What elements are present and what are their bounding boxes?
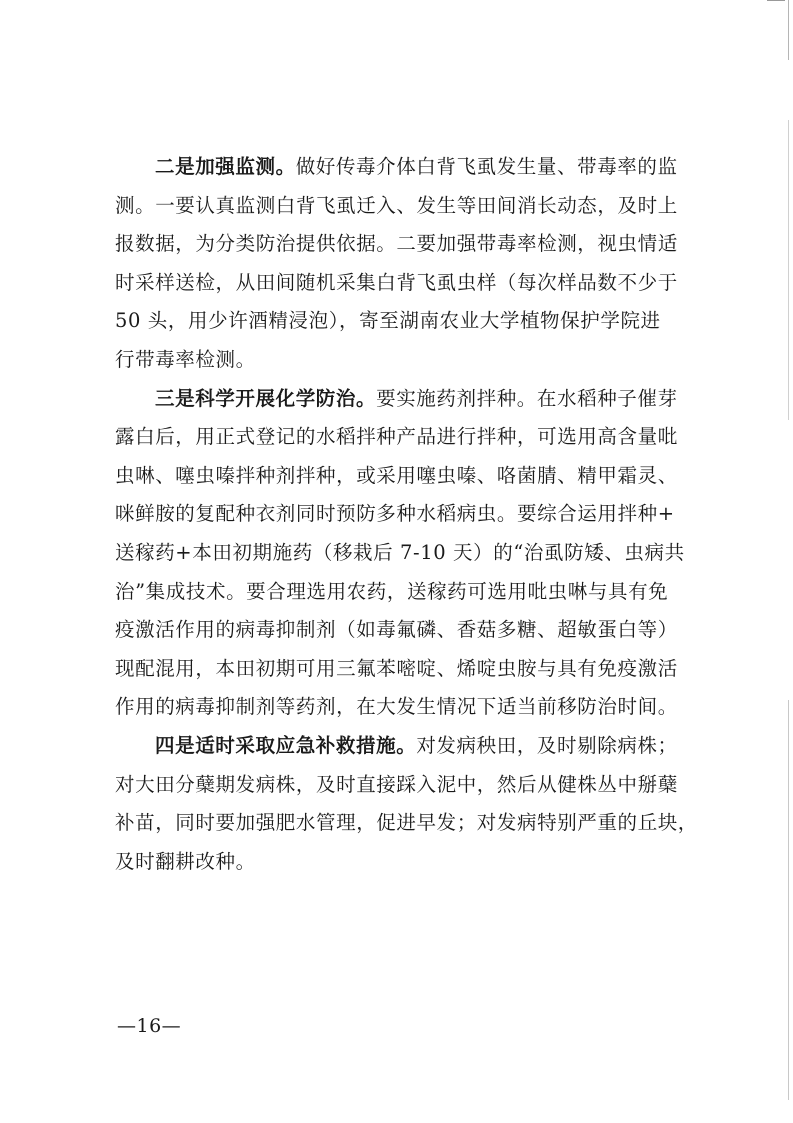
scan-edge-line: [788, 0, 789, 60]
page-number: —16—: [117, 1015, 182, 1037]
scan-edge-mark: [767, 0, 785, 1]
paragraph-line: [115, 727, 715, 766]
paragraph-line: 及时翻耕改种。: [115, 849, 256, 873]
paragraph-line: [115, 148, 715, 187]
paragraph-line: 咪鲜胺的复配种衣剂同时预防多种水稻病虫。要综合运用拌种+: [115, 502, 675, 526]
document-body: [115, 148, 715, 881]
paragraph-heading: 二是加强监测。: [155, 155, 296, 178]
scan-edge-line: [788, 120, 789, 420]
paragraph-line: 露白后，用正式登记的水稻拌种产品进行拌种，可选用高含量吡: [115, 425, 678, 449]
paragraph-line: 报数据，为分类防治提供依据。二要加强带毒率检测，视虫情适: [115, 232, 678, 256]
paragraph-line: 行带毒率检测。: [115, 347, 256, 371]
paragraph-line: 治”集成技术。要合理选用农药，送稼药可选用吡虫啉与具有免: [115, 579, 669, 603]
paragraph-line: 50 头，用少许酒精浸泡），寄至湖南农业大学植物保护学院进: [115, 309, 661, 333]
paragraph-line: [115, 380, 715, 419]
paragraph-line: 送稼药+本田初期施药（移栽后 7-10 天）的“治虱防矮、虫病共: [115, 540, 685, 564]
paragraph-line: 对大田分蘖期发病株，及时直接踩入泥中，然后从健株丛中掰蘖: [115, 772, 678, 796]
paragraph-text: 对发病秧田，及时剔除病株；: [416, 733, 678, 757]
paragraph-line: 作用的病毒抑制剂等药剂，在大发生情况下适当前移防治时间。: [115, 695, 678, 719]
paragraph-line: 测。一要认真监测白背飞虱迁入、发生等田间消长动态，及时上: [115, 193, 678, 217]
paragraph-heading: 四是适时采取应急补救措施。: [155, 733, 417, 757]
paragraph-line: 疫激活作用的病毒抑制剂（如毒氟磷、香菇多糖、超敏蛋白等）: [115, 618, 678, 642]
paragraph-line: 时采样送检，从田间随机采集白背飞虱虫样（每次样品数不少于: [115, 270, 678, 294]
paragraph-text: 做好传毒介体白背飞虱发生量、带毒率的监: [295, 155, 678, 178]
paragraph-line: 虫啉、噻虫嗪拌种剂拌种，或采用噻虫嗪、咯菌腈、精甲霜灵、: [115, 463, 678, 487]
paragraph-line: 补苗，同时要加强肥水管理，促进早发；对发病特别严重的丘块，: [115, 811, 698, 835]
paragraph-line: 现配混用，本田初期可用三氟苯嘧啶、烯啶虫胺与具有免疫激活: [115, 656, 678, 680]
scan-edge-line: [788, 700, 789, 1100]
paragraph-text: 要实施药剂拌种。在水稻种子催芽: [376, 386, 678, 410]
paragraph-heading: 三是科学开展化学防治。: [155, 386, 377, 410]
